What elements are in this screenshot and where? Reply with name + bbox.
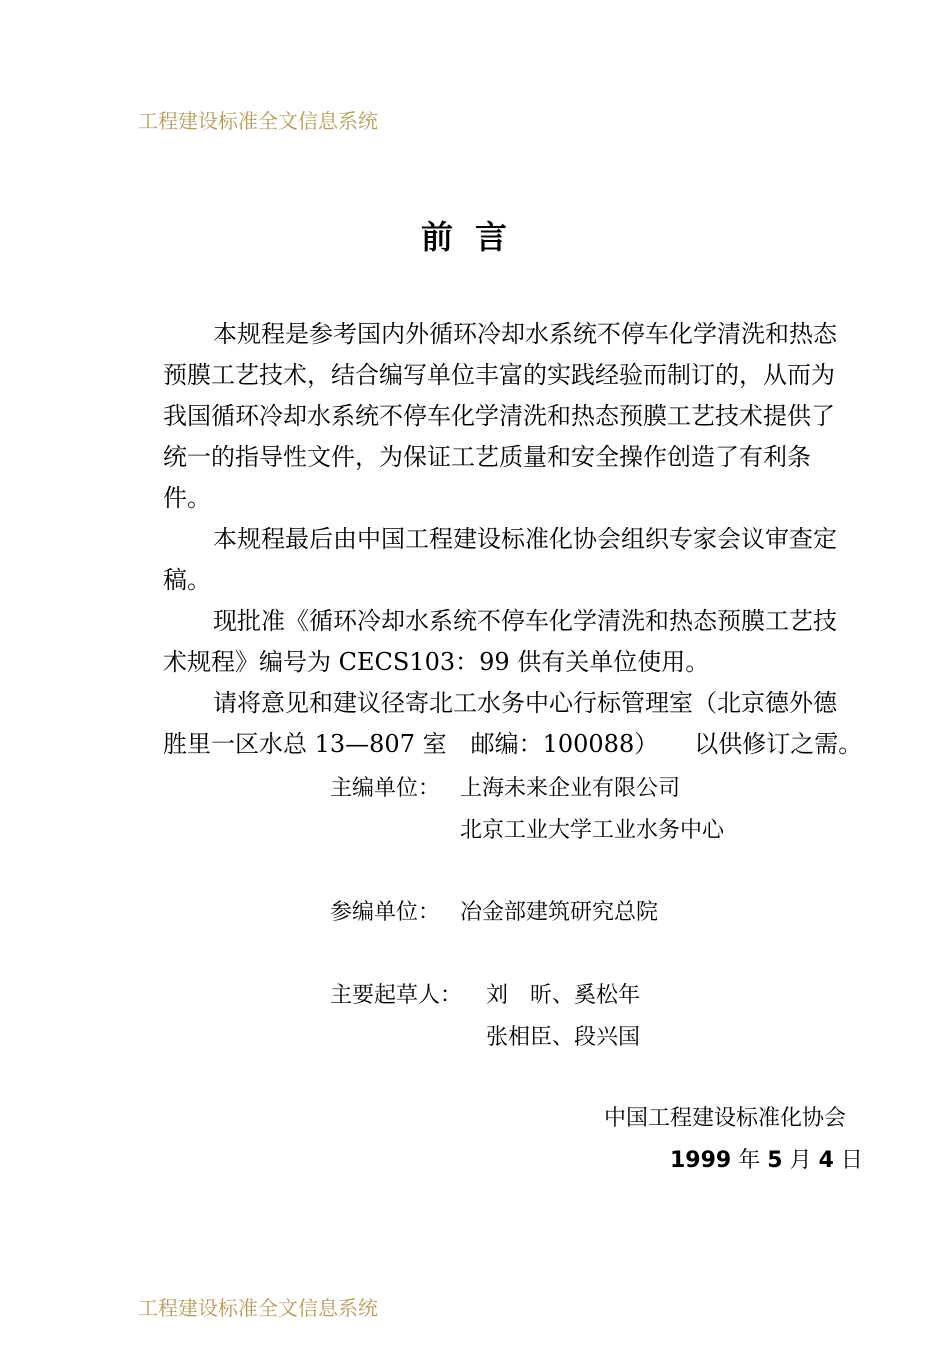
drafters-label: 主要起草人： (330, 983, 463, 1008)
chief-editor-label: 主编单位： (330, 776, 441, 801)
participating-unit-1: 冶金部建筑研究总院 (460, 900, 659, 925)
signature-organization: 中国工程建设标准化协会 (604, 1106, 847, 1131)
paragraph-1-line-5: 件。 (163, 484, 211, 512)
date-month-unit: 月 (789, 1148, 812, 1173)
paragraph-4-line-1: 请将意见和建议径寄北工水务中心行标管理室（北京德外德 (213, 689, 837, 717)
paragraph-1-line-1: 本规程是参考国内外循环冷却水系统不停车化学清洗和热态 (213, 320, 837, 348)
signature-date (670, 1146, 863, 1176)
page-title: 前言 (420, 218, 529, 256)
drafters-line-2: 张相臣、段兴国 (486, 1025, 641, 1050)
watermark-top: 工程建设标准全文信息系统 (138, 109, 378, 133)
participating-label: 参编单位： (330, 900, 441, 925)
watermark-bottom: 工程建设标准全文信息系统 (138, 1296, 378, 1320)
date-year-unit: 年 (738, 1148, 761, 1173)
date-month: 5 (767, 1148, 783, 1173)
chief-editor-unit-2: 北京工业大学工业水务中心 (460, 818, 725, 843)
chief-editor-unit-1: 上海未来企业有限公司 (460, 776, 681, 801)
drafters-line-1: 刘 昕、奚松年 (486, 983, 641, 1008)
date-day: 4 (818, 1148, 834, 1173)
paragraph-4-line-2: 胜里一区水总 13—807 室 邮编：100088） 以供修订之需。 (163, 730, 863, 758)
paragraph-3-line-1: 现批准《循环冷却水系统不停车化学清洗和热态预膜工艺技 (213, 607, 837, 635)
paragraph-2-line-1: 本规程最后由中国工程建设标准化协会组织专家会议审查定 (213, 525, 837, 553)
paragraph-2-line-2: 稿。 (163, 566, 211, 594)
paragraph-3-line-2: 术规程》编号为 CECS103：99 供有关单位使用。 (163, 648, 710, 676)
paragraph-1-line-3: 我国循环冷却水系统不停车化学清洗和热态预膜工艺技术提供了 (163, 402, 835, 430)
paragraph-1-line-2: 预膜工艺技术，结合编写单位丰富的实践经验而制订的，从而为 (163, 361, 835, 389)
paragraph-1-line-4: 统一的指导性文件，为保证工艺质量和安全操作创造了有利条 (163, 443, 811, 471)
date-day-unit: 日 (840, 1148, 863, 1173)
date-year: 1999 (670, 1148, 732, 1173)
